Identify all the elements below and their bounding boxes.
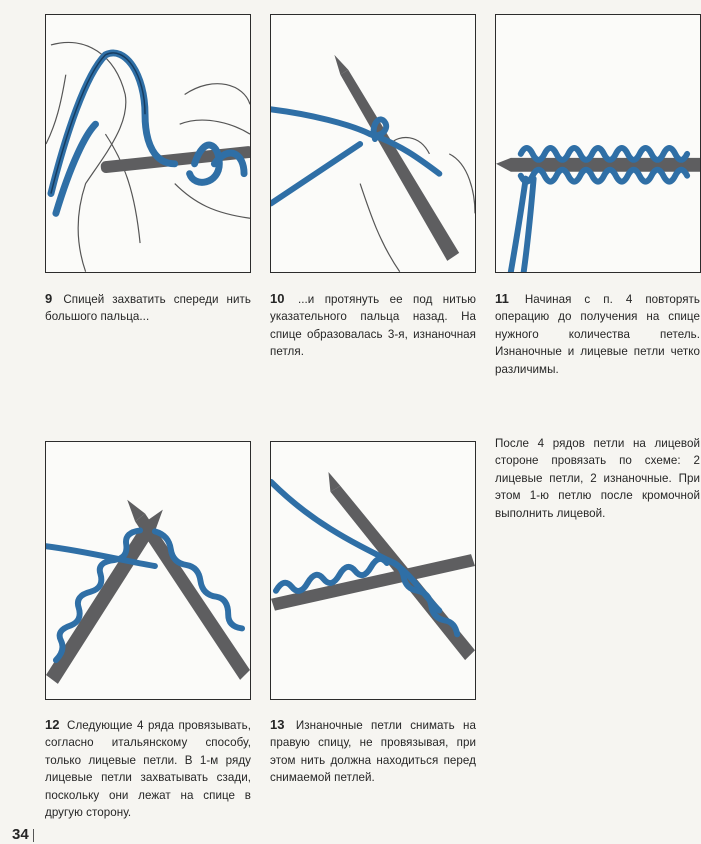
caption-step-10: [270, 290, 476, 361]
illustration-step-11: [495, 14, 701, 273]
step-number: 10: [270, 291, 285, 306]
note-text: После 4 рядов петли на лицевой стороне провязать по схеме: 2 лицевые петли, 2 изнаночные. При этом 1-ю петлю после кромочной выполнить лицевой.: [495, 437, 700, 520]
step-number: 13: [270, 717, 285, 732]
step-number: 9: [45, 291, 53, 306]
step-number: 11: [495, 291, 509, 306]
caption-step-11: [495, 290, 700, 378]
step-text: Спицей захватить спереди нить большого пальца...: [45, 293, 251, 324]
caption-step-12: [45, 716, 251, 821]
step-text: Следующие 4 ряда провязывать, согласно итальянскому способу, только лицевые петли. В 1-м ряду лицевые петли захватывать сзади, поскольку они лежат на спице в другую сторону.: [45, 719, 251, 820]
step-10-drawing: [271, 15, 475, 272]
caption-step-13: [270, 716, 476, 787]
illustration-step-13: [270, 441, 476, 700]
page-number-tick: [33, 829, 34, 842]
illustration-step-12: [45, 441, 251, 700]
step-text: Изнаночные петли снимать на правую спицу, не провязывая, при этом нить должна находиться перед снимаемой петлей.: [270, 719, 476, 785]
step-12-drawing: [46, 442, 250, 699]
step-13-drawing: [271, 442, 475, 699]
step-11-drawing: [496, 15, 700, 272]
step-text: ...и протянуть ее под нитью указательного пальца назад. На спице образовалась 3-я, изнаночная петля.: [270, 293, 476, 359]
step-text: Начиная с п. 4 повторять операцию до получения на спице нужного количества петель. Изнаночные и лицевые петли четко различимы.: [495, 293, 700, 376]
page-number: 34: [12, 826, 29, 843]
caption-step-9: [45, 290, 251, 326]
illustration-step-9: [45, 14, 251, 273]
step-9-drawing: [46, 15, 250, 272]
step-number: 12: [45, 717, 60, 732]
illustration-step-10: [270, 14, 476, 273]
